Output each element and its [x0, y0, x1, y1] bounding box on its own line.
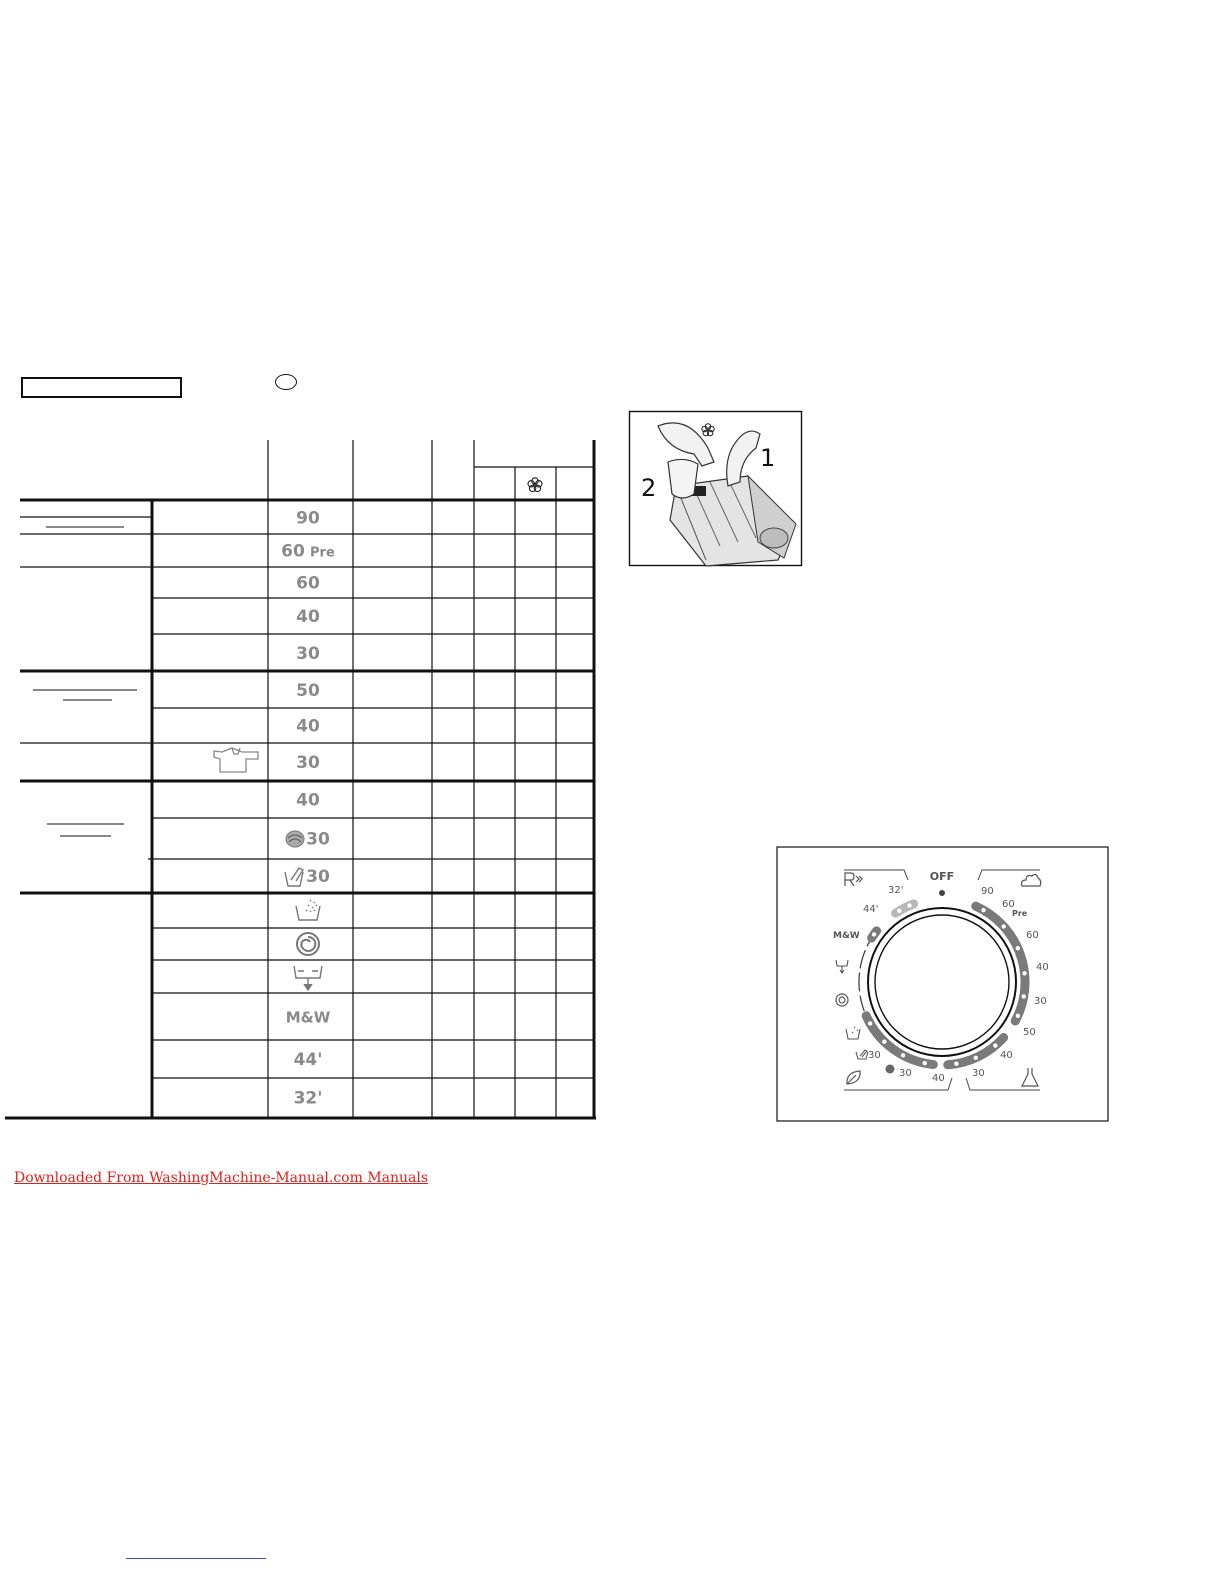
detergent-dispenser-figure [628, 410, 804, 568]
dial-label-40: 40 [1036, 962, 1049, 973]
dial-dot-delicate [882, 1040, 886, 1044]
rinse-icon [296, 900, 320, 920]
dial-dot-mw [872, 932, 876, 936]
programme-label: 50 [296, 681, 320, 701]
programme-label: 40 [296, 607, 320, 627]
programme-label: 30 [306, 867, 330, 887]
dial-dot-cotton [1022, 971, 1026, 975]
wool-icon [886, 1065, 895, 1074]
dial-dot-delicate [868, 1021, 872, 1025]
dial-label-30-synthetic: 30 [972, 1068, 985, 1079]
spin-icon [297, 933, 319, 955]
dial-label-60: 60 [1026, 930, 1039, 941]
off-indicator-dot [939, 890, 945, 896]
dial-label-32: 32' [888, 885, 904, 896]
dial-dot-quick [897, 909, 901, 913]
programme-selector-dial [776, 846, 1110, 1122]
flower-icon [528, 478, 542, 492]
programme-label: 60 [281, 541, 305, 562]
handwash-icon [285, 868, 303, 886]
dial-label-30-handwash: 30 [868, 1050, 881, 1061]
dial-off-label: OFF [929, 870, 955, 883]
drain-icon [294, 966, 322, 990]
programme-label: 30 [296, 644, 320, 664]
programme-label: 60 [296, 573, 320, 594]
dial-dot-rinse [858, 991, 862, 995]
programme-label: 30 [296, 753, 320, 773]
dial-dot-quick [907, 903, 911, 907]
dial-label-30-wool: 30 [899, 1068, 912, 1079]
shirt-icon [214, 748, 258, 772]
programme-label: 40 [296, 716, 320, 737]
dial-label-50: 50 [1023, 1027, 1036, 1038]
dial-label-40-delicate: 40 [932, 1073, 945, 1084]
dial-dot-synthetic [954, 1062, 958, 1066]
programme-label: M&W [285, 1008, 331, 1027]
compartment-label-2: 2 [641, 474, 657, 502]
dial-label-60-pre: 60 [1002, 899, 1015, 910]
dial-label-90: 90 [981, 886, 994, 897]
dial-dot-synthetic [993, 1043, 997, 1047]
compartment-label-1: 1 [760, 444, 776, 472]
programme-table [0, 0, 600, 1130]
programme-label: 90 [296, 508, 320, 529]
programme-prewash-suffix: Pre [310, 545, 335, 561]
dial-dot-rinse [864, 946, 868, 950]
dial-dot-cotton [981, 908, 985, 912]
dial-dot-rinse [858, 968, 862, 972]
dial-dot-cotton [1022, 994, 1026, 998]
programme-label: 44' [293, 1050, 323, 1070]
dial-label-pre: Pre [1012, 909, 1028, 918]
dial-label-mw: M&W [833, 931, 860, 941]
dial-label-30: 30 [1034, 996, 1047, 1007]
bottom-rule [126, 1558, 266, 1559]
dial-label-40-synthetic: 40 [1000, 1050, 1013, 1061]
dial-label-44: 44' [863, 904, 879, 915]
wool-icon [286, 831, 304, 847]
dial-dot-delicate [923, 1061, 927, 1065]
dial-dot-synthetic [974, 1056, 978, 1060]
dial-dot-delicate [901, 1053, 905, 1057]
dial-dot-cotton [1001, 924, 1005, 928]
programme-label: 40 [296, 790, 320, 811]
dial-dot-cotton [1016, 946, 1020, 950]
programme-label: 30 [306, 829, 330, 850]
programme-label: 32' [293, 1088, 323, 1109]
dial-dot-cotton [1016, 1014, 1020, 1018]
download-source-link[interactable]: Downloaded From WashingMachine-Manual.com Manuals [14, 1170, 429, 1186]
